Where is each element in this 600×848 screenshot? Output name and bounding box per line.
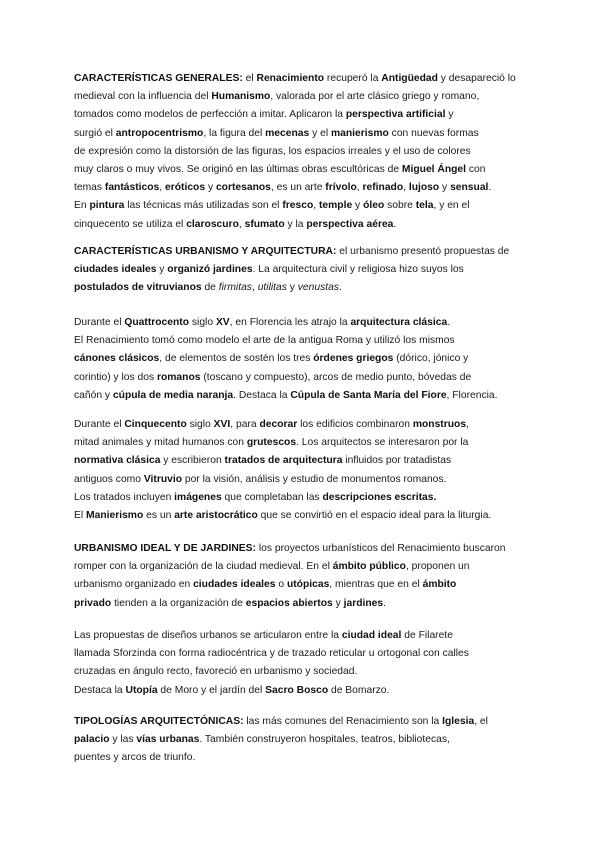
text-line	[74, 645, 524, 663]
text-run: las técnicas más utilizadas son el	[124, 200, 283, 212]
italic-term: utilitas	[257, 282, 287, 294]
paragraph-tipologias	[74, 713, 524, 768]
text-run: de expresión como la distorsión de las figuras, los espacios irreales y el uso de colores	[74, 145, 471, 157]
text-line	[74, 416, 524, 434]
text-line	[74, 507, 524, 525]
text-line	[74, 369, 524, 387]
text-run: cinquecento se utiliza el	[74, 218, 187, 230]
paragraph-urbanismo-arquitectura	[74, 243, 524, 298]
bold-term: cúpula de media naranja	[112, 389, 234, 401]
text-run: urbanismo organizado en	[74, 579, 194, 591]
bold-term: postulados de vitruvianos	[74, 282, 202, 294]
bold-term: grutescos	[246, 437, 297, 449]
bold-term: XV	[215, 317, 230, 328]
bold-term: lujoso	[408, 182, 440, 194]
bold-term: cortesanos	[215, 182, 271, 194]
text-run: romper con la organización de la ciudad medieval. En el	[74, 561, 333, 573]
bold-term: pintura	[89, 200, 125, 212]
text-run: antiguos como	[74, 473, 144, 485]
bold-term: CARACTERÍSTICAS URBANISMO Y ARQUITECTURA:	[74, 246, 337, 257]
paragraph-caracteristicas-generales	[74, 70, 524, 234]
bold-term: fantásticos	[104, 182, 160, 194]
paragraph-urbanismo-ideal	[74, 540, 524, 613]
bold-term: monstruos	[412, 419, 467, 430]
text-run: Los tratados incluyen	[74, 491, 175, 503]
text-run: , Florencia.	[446, 389, 498, 401]
bold-term: Quattrocento	[124, 317, 190, 328]
text-run: . La arquitectura civil y religiosa hizo suyos los	[252, 264, 464, 276]
text-line	[74, 627, 524, 645]
text-run: medieval con la influencia del	[74, 91, 212, 103]
text-run: , proponen un	[405, 561, 470, 573]
text-line	[74, 471, 524, 489]
text-run: . Los arquitectos se interesaron por la	[296, 437, 469, 449]
text-run: temas	[74, 182, 105, 194]
text-run: de Moro y el jardín del	[157, 684, 266, 696]
text-line	[74, 663, 524, 681]
text-run: .	[488, 182, 492, 194]
bold-term: ciudad ideal	[341, 630, 402, 641]
bold-term: CARACTERÍSTICAS GENERALES:	[74, 73, 243, 84]
text-line	[74, 216, 524, 234]
text-line	[74, 387, 524, 405]
text-run: recuperó la	[324, 73, 382, 84]
text-run: , mientras que en el	[329, 579, 423, 591]
text-run: ,	[251, 282, 258, 294]
text-line	[74, 350, 524, 368]
text-line	[74, 314, 524, 332]
bold-term: temple	[318, 200, 353, 212]
bold-term: refinado	[362, 182, 404, 194]
text-run: , el	[474, 716, 488, 727]
text-line	[74, 731, 524, 749]
text-run: Durante el	[74, 317, 125, 328]
text-run: y las	[109, 734, 137, 746]
text-run: cruzadas en ángulo recto, favoreció en urbanismo y sociedad.	[74, 666, 358, 678]
text-run: que se convirtió en el espacio ideal para la liturgia.	[257, 509, 492, 521]
text-run: , de elementos de sostén los tres	[159, 353, 314, 365]
bold-term: perspectiva aérea	[306, 218, 394, 230]
text-run: corintio) y los dos	[74, 371, 157, 383]
text-run: tienden a la organización de	[111, 597, 246, 609]
text-run: de	[201, 282, 219, 294]
bold-term: Utopía	[125, 684, 158, 696]
bold-term: ciudades ideales	[74, 264, 157, 276]
text-line	[74, 713, 524, 731]
bold-term: perspectiva artificial	[345, 109, 446, 121]
text-run: surgió el	[74, 127, 116, 139]
text-line	[74, 88, 524, 106]
text-line	[74, 143, 524, 161]
bold-term: arte aristocrático	[174, 509, 258, 521]
text-run: y escribieron	[160, 455, 225, 467]
bold-term: normativa clásica	[74, 455, 161, 467]
text-run: ,	[466, 419, 469, 430]
bold-term: espacios abiertos	[245, 597, 333, 609]
text-line	[74, 489, 524, 507]
text-run: ,	[403, 182, 409, 194]
text-run: y	[156, 264, 168, 276]
bold-term: Antigüedad	[381, 73, 438, 84]
text-run: En	[74, 200, 90, 212]
text-run: y	[286, 282, 298, 294]
bold-term: imágenes	[174, 491, 222, 503]
text-run: , la figura del	[203, 127, 266, 139]
text-run: el	[242, 73, 257, 84]
text-run: que completaban las	[221, 491, 323, 503]
text-run: Destaca la	[74, 684, 126, 696]
bold-term: frívolo	[325, 182, 357, 194]
text-run: llamada Sforzinda con forma radiocéntrica y de trazado reticular u ortogonal con calles	[74, 648, 469, 660]
text-line	[74, 70, 524, 88]
text-run: Las propuestas de diseños urbanos se articularon entre la	[74, 630, 342, 641]
bold-term: vías urbanas	[136, 734, 200, 746]
text-run: puentes y arcos de triunfo.	[74, 752, 196, 764]
text-run: . También construyeron hospitales, teatros, bibliotecas,	[199, 734, 450, 746]
bold-term: utópicas	[286, 579, 330, 591]
text-line	[74, 179, 524, 197]
text-run: (toscano y compuesto), arcos de medio punto, bóvedas de	[200, 371, 472, 383]
bold-term: órdenes griegos	[313, 353, 394, 365]
text-run: cañón y	[74, 389, 113, 401]
text-run: y	[332, 597, 344, 609]
bold-term: TIPOLOGÍAS ARQUITECTÓNICAS:	[74, 716, 244, 727]
text-line	[74, 125, 524, 143]
text-run: .	[447, 317, 451, 328]
bold-term: Cúpula de Santa María del Fiore	[290, 389, 447, 401]
bold-term: Miguel Ángel	[401, 163, 466, 175]
bold-term: tela	[415, 200, 434, 212]
bold-term: fresco	[282, 200, 314, 212]
text-run: , en Florencia les atrajo la	[229, 317, 351, 328]
text-run: muy claros o muy vivos. Se originó en las últimas obras escultóricas de	[74, 163, 402, 175]
text-run: sobre	[384, 200, 416, 212]
italic-term: firmitas	[218, 282, 252, 294]
bold-term: organizó jardines	[167, 264, 253, 276]
text-run: .	[338, 282, 342, 294]
paragraph-quattrocento	[74, 314, 524, 405]
text-line	[74, 576, 524, 594]
text-run: El	[74, 509, 87, 521]
bold-term: privado	[74, 597, 112, 609]
bold-term: Renacimiento	[256, 73, 325, 84]
text-line	[74, 434, 524, 452]
text-run: siglo	[189, 317, 216, 328]
text-run: y	[205, 182, 216, 194]
bold-term: tratados de arquitectura	[224, 455, 343, 467]
bold-term: ámbito público	[332, 561, 406, 573]
text-run: (dórico, jónico y	[393, 353, 469, 365]
bold-term: Manierismo	[86, 509, 144, 521]
text-run: y	[439, 182, 451, 194]
text-run: influidos por tratadistas	[342, 455, 452, 467]
text-run: o	[275, 579, 287, 591]
bold-term: cánones clásicos	[74, 353, 160, 365]
bold-term: óleo	[363, 200, 385, 212]
italic-term: venustas	[297, 282, 339, 294]
text-run: mitad animales y mitad humanos con	[74, 437, 247, 449]
text-run: El Renacimiento tomó como modelo el arte de la antigua Roma y utilizó los mismos	[74, 335, 455, 347]
text-run: y desapareció lo	[437, 73, 516, 84]
text-line	[74, 106, 524, 124]
bold-term: antropocentrismo	[115, 127, 204, 139]
text-run: Durante el	[74, 419, 125, 430]
bold-term: XVI	[213, 419, 231, 430]
bold-term: jardines	[343, 597, 384, 609]
text-run: ,	[356, 182, 363, 194]
bold-term: romanos	[156, 371, 201, 383]
text-run: y	[352, 200, 364, 212]
text-run: los proyectos urbanísticos del Renacimiento buscaron	[255, 543, 506, 554]
bold-term: sensual	[450, 182, 489, 194]
text-run: y la	[284, 218, 307, 230]
bold-term: ciudades ideales	[193, 579, 276, 591]
text-run: ,	[313, 200, 319, 212]
text-line	[74, 749, 524, 767]
text-run: los edificios combinaron	[297, 419, 413, 430]
text-run: ,	[159, 182, 166, 194]
bold-term: Iglesia	[442, 716, 475, 727]
bold-term: manierismo	[331, 127, 389, 139]
text-line	[74, 682, 524, 700]
bold-term: Vitruvio	[143, 473, 182, 485]
bold-term: Sacro Bosco	[265, 684, 329, 696]
text-run: con	[466, 163, 486, 175]
text-line	[74, 161, 524, 179]
text-run: de Bomarzo.	[328, 684, 390, 696]
bold-term: arquitectura clásica	[350, 317, 448, 328]
bold-term: claroscuro	[186, 218, 239, 230]
text-run: .	[383, 597, 386, 609]
bold-term: eróticos	[165, 182, 206, 194]
paragraph-propuestas	[74, 627, 524, 700]
text-line	[74, 197, 524, 215]
text-line	[74, 279, 524, 297]
text-run: es un	[143, 509, 175, 521]
bold-term: Humanismo	[211, 91, 271, 103]
text-run: , es un arte	[270, 182, 326, 194]
text-line	[74, 558, 524, 576]
text-run: y	[445, 109, 454, 121]
bold-term: sfumato	[244, 218, 285, 230]
paragraph-cinquecento	[74, 416, 524, 525]
text-run: y el	[309, 127, 331, 139]
text-run: ,	[238, 218, 245, 230]
text-line	[74, 595, 524, 613]
text-line	[74, 540, 524, 558]
text-run: el urbanismo presentó propuestas de	[336, 246, 510, 257]
text-run: las más comunes del Renacimiento son la	[243, 716, 443, 727]
bold-term: palacio	[74, 734, 110, 746]
text-run: , y en el	[433, 200, 470, 212]
text-run: .	[393, 218, 397, 230]
text-run: . Destaca la	[233, 389, 291, 401]
bold-term: URBANISMO IDEAL Y DE JARDINES:	[74, 543, 256, 554]
text-run: con nuevas formas	[388, 127, 479, 139]
text-run: de Filarete	[401, 630, 453, 641]
text-run: , valorada por el arte clásico griego y romano,	[270, 91, 480, 103]
bold-term: ámbito	[422, 579, 457, 591]
text-run: siglo	[186, 419, 214, 430]
text-run: tomados como modelos de perfección a imitar. Aplicaron la	[74, 109, 346, 121]
text-run: por la visión, análisis y estudio de monumentos romanos.	[182, 473, 447, 485]
bold-term: mecenas	[265, 127, 310, 139]
bold-term: decorar	[259, 419, 298, 430]
text-line	[74, 261, 524, 279]
text-line	[74, 243, 524, 261]
text-line	[74, 452, 524, 470]
bold-term: descripciones escritas.	[322, 491, 437, 503]
bold-term: Cinquecento	[124, 419, 187, 430]
text-line	[74, 332, 524, 350]
text-run: , para	[230, 419, 260, 430]
